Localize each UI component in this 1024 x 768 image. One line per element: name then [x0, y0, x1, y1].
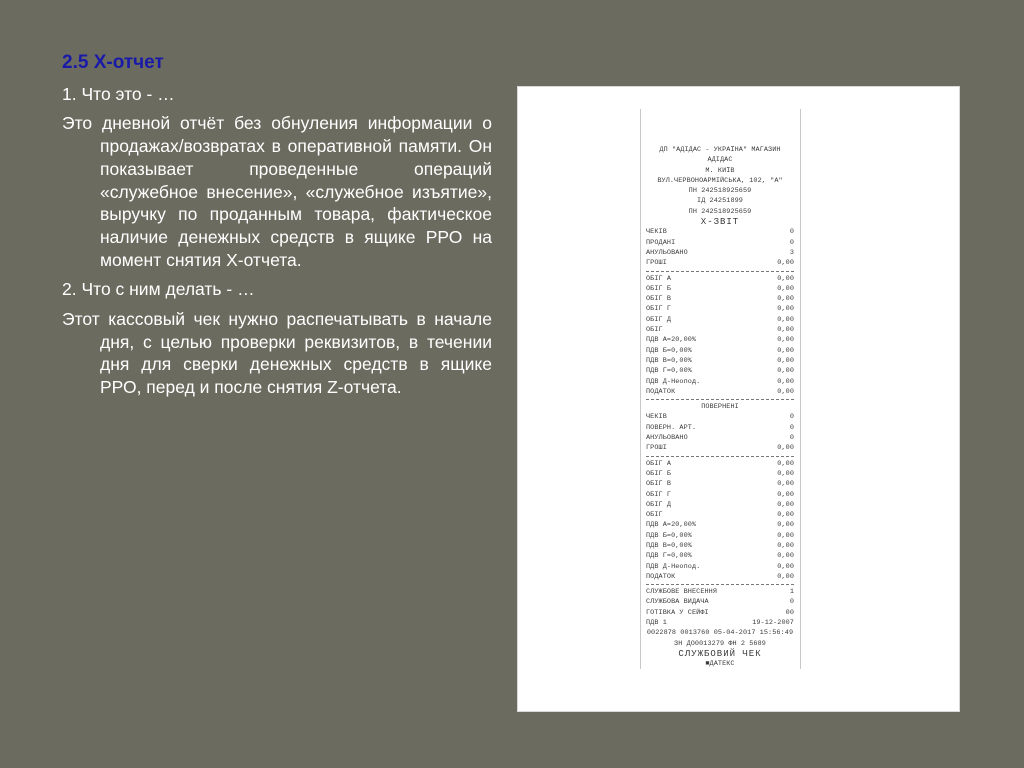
receipt-row-label: ГРОШІ	[646, 259, 667, 268]
receipt-row-value: 0,00	[777, 315, 794, 324]
receipt-footer-line: ЗН ДО0013279 ФН 2 5689	[674, 639, 766, 648]
receipt-row	[646, 541, 794, 551]
receipt-row	[646, 377, 794, 387]
receipt-row-label: ПДВ В=0,00%	[646, 356, 692, 365]
receipt-row-value: 0,00	[777, 459, 794, 468]
slide-title: 2.5 Х-отчет	[62, 52, 164, 73]
receipt-row-label: ОБІГ	[646, 326, 663, 335]
receipt-report-title: X-ЗВІТ	[700, 217, 740, 228]
receipt-row-value: 0,00	[777, 274, 794, 283]
receipt-row	[646, 459, 794, 469]
receipt-row-value: 0	[789, 413, 794, 422]
receipt-row-value: 0,00	[777, 305, 794, 314]
receipt-row-value: 0,00	[777, 521, 794, 530]
receipt-row	[646, 572, 794, 582]
receipt-row	[646, 304, 794, 314]
receipt-row-value: 0,00	[777, 552, 794, 561]
receipt-row-value: 0	[789, 423, 794, 432]
receipt-row-label: ОБІГ В	[646, 480, 672, 489]
question-2: 2. Что с ним делать - …	[62, 279, 255, 300]
receipt-row-value: 0,00	[777, 259, 794, 268]
receipt-row-label: ПДВ В=0,00%	[646, 541, 692, 550]
receipt-row-label: ЧЕКІВ	[646, 228, 667, 237]
receipt-row	[646, 433, 794, 443]
receipt-header-line: ПН 242518925659	[688, 187, 752, 196]
receipt-row-label: ПДВ Б=0,00%	[646, 346, 692, 355]
receipt-row-label: ПДВ А=20,00%	[646, 336, 697, 345]
receipt	[646, 139, 794, 670]
receipt-divider	[646, 271, 794, 272]
receipt-row-label: ПДВ 1	[646, 619, 667, 628]
receipt-row	[646, 531, 794, 541]
receipt-row-value: 0,00	[777, 387, 794, 396]
receipt-divider	[646, 456, 794, 457]
receipt-divider	[646, 399, 794, 400]
receipt-footer-title: СЛУЖБОВИЙ ЧЕК	[678, 648, 762, 659]
receipt-row-label: ОБІГ Г	[646, 305, 672, 314]
receipt-header-line: ДП "АДІДАС - УКРАЇНА" МАГАЗИН АДІДАС	[659, 146, 781, 165]
receipt-row	[646, 469, 794, 479]
receipt-row-label: ОБІГ А	[646, 274, 672, 283]
receipt-row	[646, 335, 794, 345]
receipt-row-label: ОБІГ Г	[646, 490, 672, 499]
receipt-row-value: 00	[785, 608, 794, 617]
receipt-row-value: 0,00	[777, 295, 794, 304]
receipt-row-value: 0,00	[777, 326, 794, 335]
receipt-row-value: 0,00	[777, 500, 794, 509]
receipt-footer-line: 0022878 0013760 05-04-2017 15:56:49	[646, 629, 794, 638]
receipt-row-value: 0,00	[777, 284, 794, 293]
receipt-row	[646, 608, 794, 618]
receipt-brand: ■ДАТЕКС	[705, 660, 735, 669]
receipt-row	[646, 315, 794, 325]
answer-1: Это дневной отчёт без обнуления информации о продажах/возвратах в оперативной памяти. Он показывает проведенные операций «служебное внесение», «служебное изъятие», выручку по проданным товара, фактическое наличие денежных средств в ящике РРО на момент снятия Х-отчета.	[62, 113, 492, 270]
receipt-row-value: 3	[789, 248, 794, 257]
receipt-row-label: ОБІГ Б	[646, 284, 672, 293]
receipt-row-label: СЛУЖБОВЕ ВНЕСЕННЯ	[646, 588, 718, 597]
receipt-row-label: ПДВ А=20,00%	[646, 521, 697, 530]
receipt-row	[646, 238, 794, 248]
receipt-row	[646, 294, 794, 304]
receipt-row-label: ПОДАТОК	[646, 387, 676, 396]
receipt-row-value: 0,00	[777, 511, 794, 520]
receipt-row	[646, 387, 794, 397]
receipt-row-label: ПДВ Д-Неопод.	[646, 562, 701, 571]
receipt-row-value: 0,00	[777, 444, 794, 453]
receipt-row	[646, 258, 794, 268]
receipt-row	[646, 490, 794, 500]
receipt-row-value: 0	[789, 238, 794, 247]
receipt-divider	[646, 584, 794, 585]
receipt-row-value: 0,00	[777, 531, 794, 540]
receipt-row	[646, 479, 794, 489]
receipt-row-label: ПДВ Б=0,00%	[646, 531, 692, 540]
receipt-row-label: ПОВЕРН. АРТ.	[646, 423, 697, 432]
receipt-row-value: 0,00	[777, 346, 794, 355]
receipt-row-label: ПДВ Г=0,00%	[646, 552, 692, 561]
receipt-left-edge	[640, 109, 641, 669]
receipt-row	[646, 423, 794, 433]
receipt-row-value: 0,00	[777, 377, 794, 386]
receipt-row	[646, 366, 794, 376]
receipt-row-label: ЧЕКІВ	[646, 413, 667, 422]
receipt-row-value: 1	[789, 588, 794, 597]
receipt-header-line: ПН 242518925659	[688, 207, 752, 216]
receipt-returns-title: ПОВЕРНЕНІ	[701, 403, 739, 412]
receipt-row	[646, 551, 794, 561]
receipt-row-label: СЛУЖБОВА ВИДАЧА	[646, 598, 709, 607]
receipt-row	[646, 356, 794, 366]
receipt-row-label: ПДВ Г=0,00%	[646, 367, 692, 376]
receipt-row	[646, 562, 794, 572]
receipt-row-value: 0,00	[777, 562, 794, 571]
receipt-header-line: М. КИЇВ	[705, 166, 735, 175]
receipt-row-label: ОБІГ В	[646, 295, 672, 304]
receipt-row-value: 0,00	[777, 541, 794, 550]
receipt-row	[646, 443, 794, 453]
receipt-row-value: 0,00	[777, 490, 794, 499]
receipt-image	[517, 86, 960, 712]
receipt-row	[646, 346, 794, 356]
receipt-row	[646, 510, 794, 520]
receipt-row-value: 19-12-2007	[752, 619, 794, 628]
receipt-row-value: 0,00	[777, 572, 794, 581]
receipt-header-line: ВУЛ.ЧЕРВОНОАРМІЙСЬКА, 102, "А"	[657, 176, 783, 185]
receipt-row-label: ОБІГ Б	[646, 469, 672, 478]
receipt-row-label: ОБІГ Д	[646, 315, 672, 324]
receipt-row-value: 0,00	[777, 480, 794, 489]
receipt-row-value: 0,00	[777, 469, 794, 478]
receipt-row	[646, 248, 794, 258]
receipt-row-value: 0,00	[777, 336, 794, 345]
receipt-row-label: ПРОДАНІ	[646, 238, 676, 247]
receipt-row-value: 0	[789, 598, 794, 607]
receipt-row	[646, 520, 794, 530]
receipt-row-label: ОБІГ	[646, 511, 663, 520]
receipt-row	[646, 618, 794, 628]
receipt-row	[646, 227, 794, 237]
receipt-row	[646, 284, 794, 294]
receipt-row-label: ГОТІВКА У СЕЙФІ	[646, 608, 709, 617]
receipt-row-label: АНУЛЬОВАНО	[646, 248, 688, 257]
receipt-row-label: ОБІГ Д	[646, 500, 672, 509]
receipt-row	[646, 500, 794, 510]
question-1: 1. Что это - …	[62, 83, 175, 104]
slide-text	[62, 52, 492, 406]
receipt-row-value: 0,00	[777, 356, 794, 365]
answer-2: Этот кассовый чек нужно распечатывать в начале дня, с целью проверки реквизитов, в течении дня для сверки денежных средств в ящике РРО, перед и после снятия Z-отчета.	[62, 309, 492, 398]
receipt-row-label: ОБІГ А	[646, 459, 672, 468]
receipt-header-line: ІД 24251899	[697, 197, 743, 206]
receipt-row-value: 0,00	[777, 367, 794, 376]
receipt-right-edge	[800, 109, 801, 669]
receipt-row	[646, 325, 794, 335]
receipt-row-label: ГРОШІ	[646, 444, 667, 453]
receipt-row	[646, 412, 794, 422]
receipt-row	[646, 587, 794, 597]
receipt-row-value: 0	[789, 228, 794, 237]
receipt-row	[646, 597, 794, 607]
receipt-row-label: ПДВ Д-Неопод.	[646, 377, 701, 386]
receipt-row-label: ПОДАТОК	[646, 572, 676, 581]
receipt-row-label: АНУЛЬОВАНО	[646, 434, 688, 443]
receipt-row	[646, 274, 794, 284]
receipt-row-value: 0	[789, 434, 794, 443]
